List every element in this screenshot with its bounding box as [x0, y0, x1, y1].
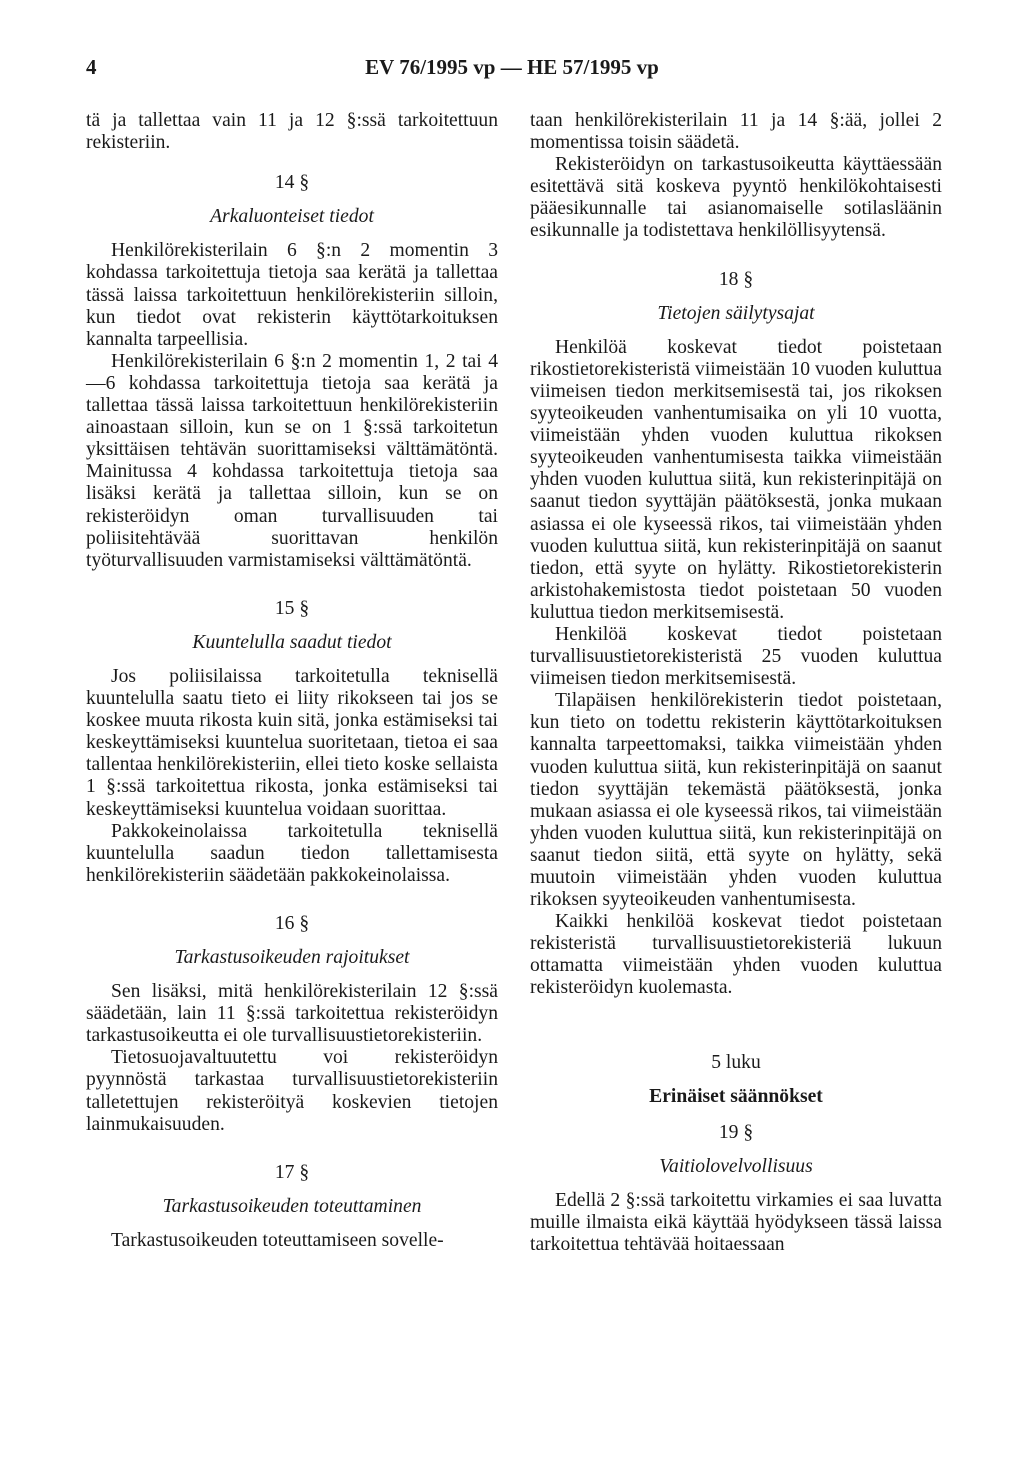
section-18-paragraph-3: Tilapäisen henkilörekisterin tiedot poistetaan, kun tieto on todettu rekisterin käyttötarkoituksen kannalta tarpeettomaksi, taikka viimeistään yhden vuoden kuluttua siitä, kun rekisterinpitäjä on saanut tiedon syyttäjän tekemästä päätöksestä, jonka mukaan asiassa ei ole kyseessä rikos, tai viimeistään yhden vuoden kuluttua siitä, kun rekisterinpitäjä on saanut tiedon siitä, että syyte on hylätty, sekä muutoin viimeistään yhden vuoden kuluttua rikoksen syyteoikeuden vanhentumisesta. [530, 690, 942, 911]
section-15-paragraph-1: Jos poliisilaissa tarkoitetulla teknisellä kuuntelulla saatu tieto ei liity rikokseen tai jos se koskee muuta rikosta kuin sitä, jonka estämiseksi tai keskeyttämiseksi kuuntelua suoritetaan, tietoa ei saa tallentaa henkilörekisteriin, ellei tieto koske sellaista 1 §:ssä tarkoitettua rikosta, jonka estämiseksi tai keskeyttämiseksi kuuntelua voidaan suorittaa. [86, 665, 498, 820]
section-19-number: 19 § [718, 1121, 754, 1143]
section-19-title: Vaitiolovelvollisuus [659, 1155, 813, 1177]
section-16-number: 16 § [274, 912, 310, 934]
chapter-number: 5 luku [711, 1051, 761, 1073]
section-18-paragraph-1: Henkilöä koskevat tiedot poistetaan rikostietorekisteristä viimeistään 10 vuoden kuluttua viimeisen tiedon merkitsemisestä tai, jos rikoksen syyteoikeuden vanhentumisaika on yli 10 vuotta, viimeistään yhden vuoden kuluttua rikoksen syyteoikeuden vanhentumisesta taikka viimeistään yhden vuoden kuluttua siitä, kun rekisterinpitäjä on saanut tiedon syyttäjän päätöksestä, jonka mukaan asiassa ei ole kyseessä rikos, tai viimeistään yhden vuoden kuluttua siitä, kun rekisterinpitäjä on saanut tiedon, että syyte on hylätty. Rikostietorekisterin arkistohakemistosta tiedot poistetaan 50 vuoden kuluttua tiedon merkitsemisestä. [530, 336, 942, 623]
section-14-paragraph-2: Henkilörekisterilain 6 §:n 2 momentin 1, 2 tai 4—6 kohdassa tarkoitettuja tietoja saa kerätä ja tallettaa tässä laissa tarkoitettuun henkilörekisteriin ainoastaan silloin, kun se on 1 §:ssä tarkoitetun yksittäisen tehtävän suorittamiseksi välttämätöntä. Mainitussa 4 kohdassa tarkoitettuja tietoja saa lisäksi kerätä ja tallettaa silloin, kun se on rekisteröidyn oman turvallisuuden tai poliisitehtävää suorittavan henkilön työturvallisuuden varmistamiseksi välttämätöntä. [86, 350, 498, 571]
section-17-paragraph-1: Tarkastusoikeuden toteuttamiseen sovelle- [111, 1229, 444, 1251]
section-16-title: Tarkastusoikeuden rajoitukset [174, 947, 410, 968]
section-15-title: Kuuntelulla saadut tiedot [192, 631, 392, 653]
left-column [86, 110, 498, 1252]
section-17-title: Tarkastusoikeuden toteuttaminen [162, 1195, 422, 1217]
section-16-paragraph-1: Sen lisäksi, mitä henkilörekisterilain 12 §:ssä säädetään, lain 11 §:ssä tarkoitettua rekisteröidyn tarkastusoikeutta ei ole turvallisuustietorekisteriin. [86, 981, 498, 1047]
section-18-paragraph-4: Kaikki henkilöä koskevat tiedot poistetaan rekisteristä turvallisuustietorekisteriä lukuun ottamatta viimeistään yhden vuoden kuluttua rekisteröidyn kuolemasta. [530, 911, 942, 999]
section-15-number: 15 § [274, 597, 310, 619]
right-column [530, 110, 942, 1256]
section-19-paragraph-1: Edellä 2 §:ssä tarkoitettu virkamies ei saa luvatta muille ilmaista eikä käyttää hyödykseen tässä laissa tarkoitettua tehtävää hoitaessaan [530, 1189, 942, 1256]
section-17-number: 17 § [274, 1161, 310, 1183]
section-16-paragraph-2: Tietosuojavaltuutettu voi rekisteröidyn pyynnöstä tarkastaa turvallisuustietorekisteriin talletettujen rekisteröityä koskevien tietojen lainmukaisuuden. [86, 1047, 498, 1135]
page-header [0, 55, 1024, 85]
section-14-paragraph-1: Henkilörekisterilain 6 §:n 2 momentin 3 kohdassa tarkoitettuja tietoja saa kerätä ja tallettaa tässä laissa tarkoitettuun henkilörekisteriin silloin, kun tiedot ovat rekisterin käyttötarkoituksen kannalta tarpeellisia. [86, 240, 498, 350]
chapter-title: Erinäiset säännökset [649, 1085, 823, 1107]
section-15-paragraph-2: Pakkokeinolaissa tarkoitetulla teknisellä kuuntelulla saadun tiedon tallettamisesta henkilörekisteriin säädetään pakkokeinolaissa. [86, 820, 498, 886]
section-18-title: Tietojen säilytysajat [657, 302, 815, 324]
running-title: EV 76/1995 vp — HE 57/1995 vp [365, 55, 659, 79]
section-18-number: 18 § [718, 268, 754, 290]
section-14-number: 14 § [274, 172, 310, 194]
section-18-paragraph-2: Henkilöä koskevat tiedot poistetaan turvallisuustietorekisteristä 25 vuoden kuluttua viimeisen tiedon merkitsemisestä. [530, 623, 942, 690]
section-14-title: Arkaluonteiset tiedot [210, 206, 374, 228]
page-number: 4 [86, 55, 97, 79]
section-17-paragraph-2: Rekisteröidyn on tarkastusoikeutta käyttäessään esitettävä sitä koskeva pyyntö henkilökohtaisesti pääesikunnalle tai asianomaiselle sotilasläänin esikunnalle ja todistettava henkilöllisyytensä. [530, 154, 942, 242]
paragraph-continuation: tä ja tallettaa vain 11 ja 12 §:ssä tarkoitettuun rekisteriin. [86, 110, 498, 154]
paragraph-continuation: taan henkilörekisterilain 11 ja 14 §:ää, jollei 2 momentissa toisin säädetä. [530, 110, 942, 154]
